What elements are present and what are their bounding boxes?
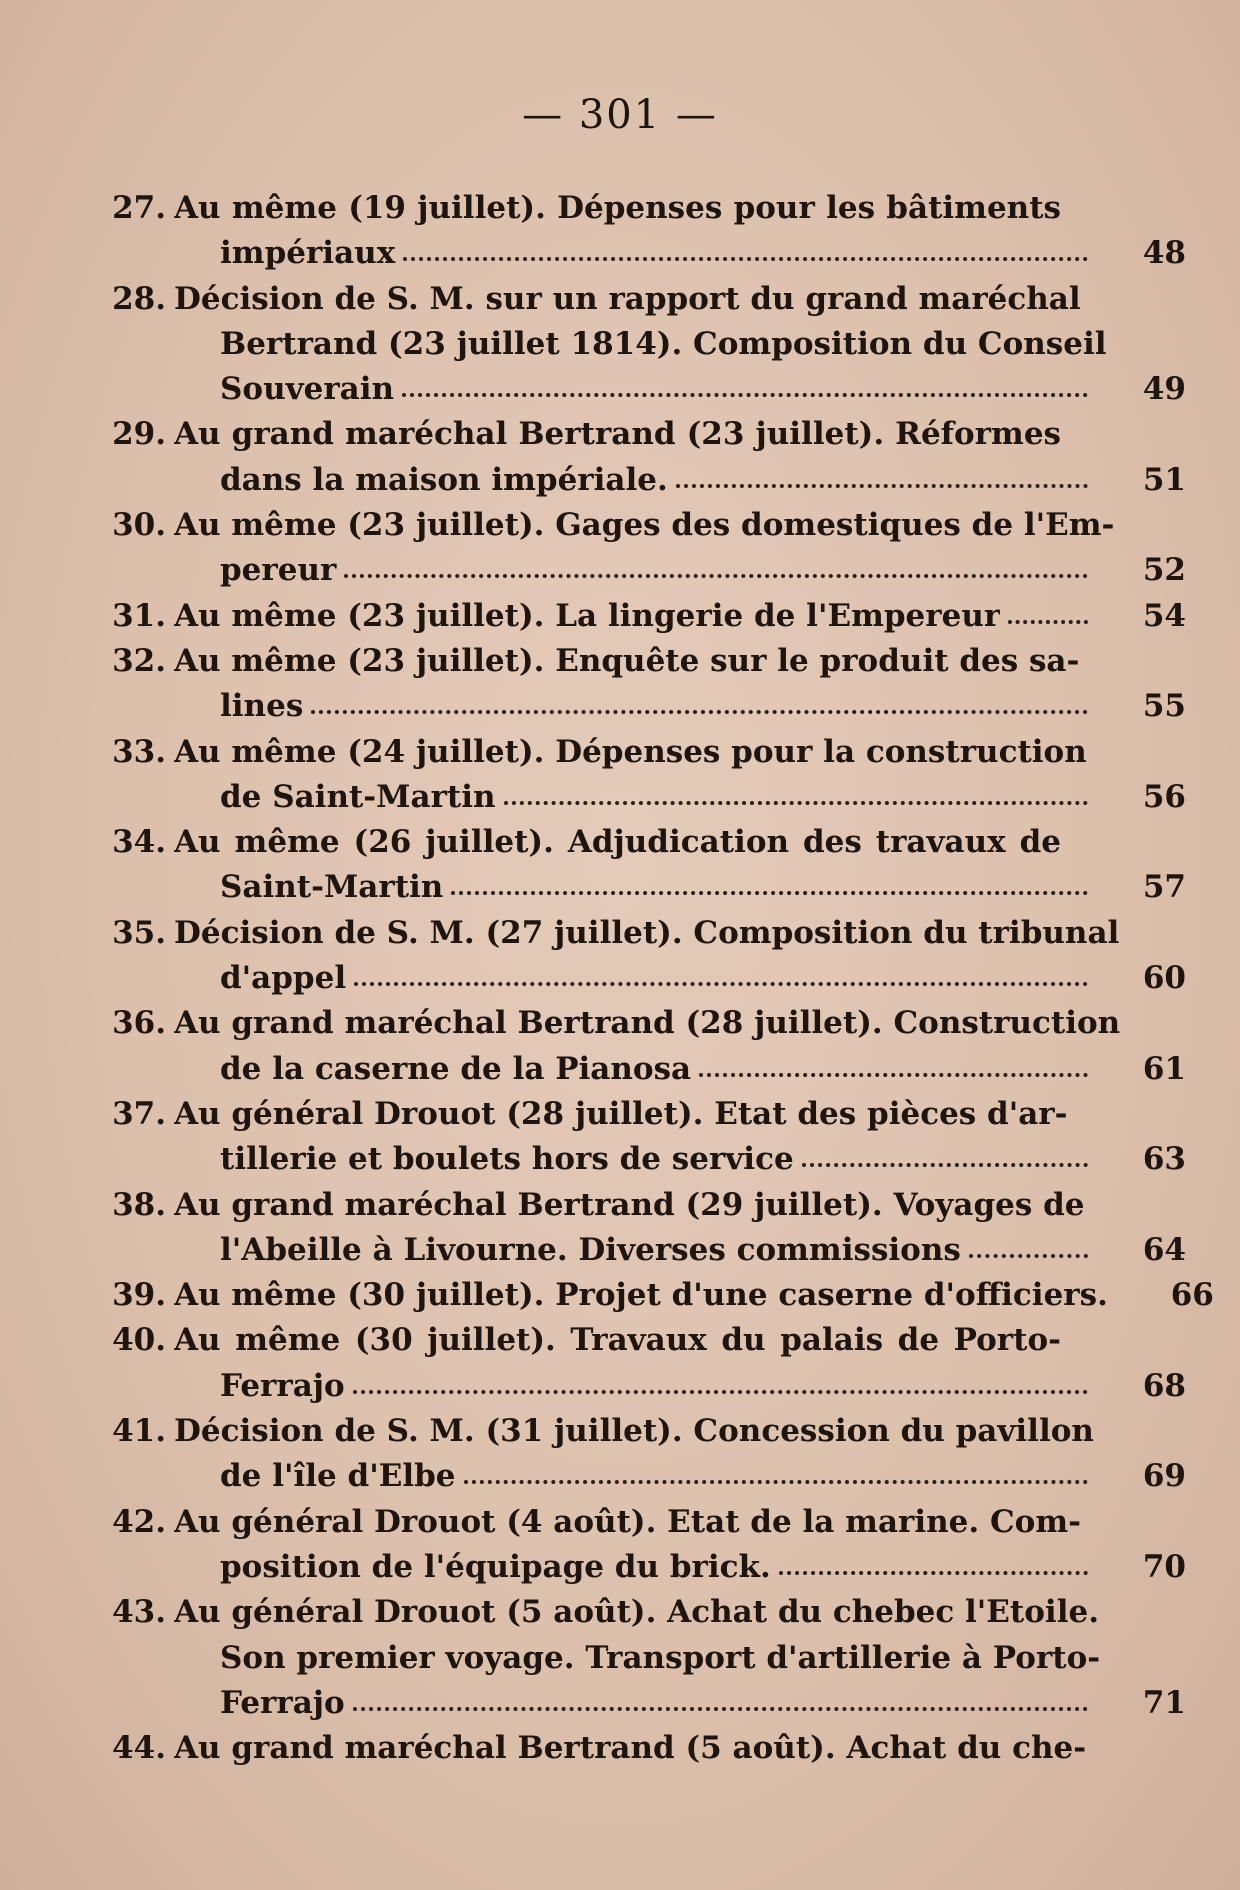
toc-entry-line <box>96 1001 1186 1046</box>
dot-leader <box>969 1228 1088 1258</box>
toc-entry-number: 30. <box>112 507 166 544</box>
toc-entry <box>96 1092 1186 1183</box>
toc-entry-number: 40. <box>112 1322 166 1359</box>
dot-leader <box>1008 594 1088 624</box>
toc-entry-page: 54 <box>1142 597 1186 634</box>
toc-entry-line <box>96 548 1186 593</box>
toc-entry-page: 57 <box>1142 869 1186 906</box>
toc-entry-line <box>96 277 1186 322</box>
toc-entry-text: Au même (24 juillet). Dépenses pour la construction <box>174 733 1087 770</box>
toc-entry-page: 49 <box>1142 371 1186 408</box>
toc-entry-line <box>96 1364 1186 1409</box>
toc-entry <box>96 1318 1186 1409</box>
dot-leader <box>699 1047 1088 1077</box>
toc-entry-text: Ferrajo <box>220 1367 345 1404</box>
toc-entry-line <box>96 458 1186 503</box>
toc-entry-line <box>96 594 1186 639</box>
toc-entry-text: Au grand maréchal Bertrand (5 août). Achat du che- <box>174 1730 1087 1767</box>
toc-entry-line <box>96 1273 1214 1318</box>
toc-entry-text: Saint-Martin <box>220 869 444 906</box>
dot-leader <box>464 1454 1089 1484</box>
toc-entry <box>96 186 1186 277</box>
toc-entry-line <box>96 684 1186 729</box>
toc-entry-line <box>96 1681 1186 1726</box>
toc-entry <box>96 1183 1186 1274</box>
toc-entry-line <box>96 820 1186 865</box>
dot-leader <box>402 367 1088 397</box>
toc-entry-text: d'appel <box>220 960 347 997</box>
dot-leader <box>344 548 1088 578</box>
toc-entry-number: 44. <box>112 1730 166 1767</box>
toc-entry-text: Souverain <box>220 371 395 408</box>
toc-entry <box>96 1590 1186 1726</box>
toc-entry-number: 42. <box>112 1503 166 1540</box>
toc-entry-page: 55 <box>1142 688 1186 725</box>
toc-entry <box>96 594 1186 639</box>
toc-entry-text: impériaux <box>220 235 396 272</box>
toc-entry-text: pereur <box>220 552 337 589</box>
toc-entry-page: 63 <box>1142 1141 1186 1178</box>
toc-entry-number: 34. <box>112 824 166 861</box>
toc-entry-line <box>96 1183 1186 1228</box>
toc-entry <box>96 1726 1186 1771</box>
toc-entry-text: Décision de S. M. (27 juillet). Composition du tribunal <box>174 914 1120 951</box>
toc-entry-text: Au grand maréchal Bertrand (28 juillet). Construction <box>174 1005 1121 1042</box>
toc-entry-page: 52 <box>1142 552 1186 589</box>
toc-entry-text: Au même (30 juillet). Projet d'une caserne d'officiers. <box>174 1277 1108 1314</box>
dot-leader <box>676 458 1088 488</box>
toc-entry-page: 56 <box>1142 778 1186 815</box>
toc-entry <box>96 503 1186 594</box>
toc-entry-text: position de l'équipage du brick. <box>220 1548 771 1585</box>
toc-entry-text: de la caserne de la Pianosa <box>220 1050 692 1087</box>
toc-entry-text: tillerie et boulets hors de service <box>220 1141 794 1178</box>
toc-entry-text: Au grand maréchal Bertrand (23 juillet). Réformes <box>174 416 1061 453</box>
toc-entry-line <box>96 231 1186 276</box>
toc-entry <box>96 820 1186 911</box>
toc-entry-text: Décision de S. M. (31 juillet). Concession du pavillon <box>174 1413 1094 1450</box>
toc-entry-line <box>96 1545 1186 1590</box>
dot-leader <box>802 1137 1088 1167</box>
toc-entry-number: 36. <box>112 1005 166 1042</box>
dot-leader <box>353 1364 1088 1394</box>
toc-entry <box>96 1500 1186 1591</box>
toc-entry-line <box>96 639 1186 684</box>
toc-entry-text: dans la maison impériale. <box>220 461 668 498</box>
toc-entry-line <box>96 1047 1186 1092</box>
toc-entry-text: de Saint-Martin <box>220 778 496 815</box>
toc-entry <box>96 412 1186 503</box>
toc-entry-text: Au même (23 juillet). Gages des domestiques de l'Em- <box>174 507 1115 544</box>
toc-entry-line <box>96 1137 1186 1182</box>
toc-entry-line <box>96 186 1186 231</box>
toc-entry-line <box>96 730 1186 775</box>
toc-entry-line <box>96 956 1186 1001</box>
toc-entry-number: 35. <box>112 914 166 951</box>
toc-entry-text: Au général Drouot (4 août). Etat de la marine. Com- <box>174 1503 1082 1540</box>
toc-entry-page: 71 <box>1142 1684 1186 1721</box>
toc-entry-line <box>96 1726 1186 1771</box>
toc-entry-text: Son premier voyage. Transport d'artillerie à Porto- <box>220 1639 1101 1676</box>
toc-entry-text: Au général Drouot (28 juillet). Etat des pièces d'ar- <box>174 1095 1068 1132</box>
toc-entry-text: Au même (30 juillet). Travaux du palais de Porto- <box>174 1322 1061 1359</box>
toc-entry-page: 66 <box>1170 1277 1214 1314</box>
toc-entry-number: 37. <box>112 1095 166 1132</box>
toc-entry-text: Au même (19 juillet). Dépenses pour les bâtiments <box>174 190 1061 226</box>
toc-entry-line <box>96 1318 1186 1363</box>
dot-leader <box>353 1681 1088 1711</box>
toc-entry-line <box>96 503 1186 548</box>
toc-entry-number: 28. <box>112 280 166 317</box>
toc-entry <box>96 730 1186 821</box>
toc-entry-text: l'Abeille à Livourne. Diverses commissions <box>220 1231 961 1268</box>
toc-entry-page: 68 <box>1142 1367 1186 1404</box>
toc-entry-page: 48 <box>1142 235 1186 272</box>
toc-entry-number: 41. <box>112 1413 166 1450</box>
toc-entry-number: 43. <box>112 1594 166 1631</box>
toc-entry <box>96 639 1186 730</box>
table-of-contents <box>96 186 1214 1771</box>
toc-entry-line <box>96 1636 1186 1681</box>
toc-entry-number: 32. <box>112 642 166 679</box>
toc-entry-line <box>96 322 1186 367</box>
toc-entry-line <box>96 865 1186 910</box>
toc-entry-line <box>96 1228 1186 1273</box>
dot-leader <box>403 231 1088 261</box>
toc-entry <box>96 1273 1214 1318</box>
toc-entry-line <box>96 367 1186 412</box>
toc-entry-text: Au même (26 juillet). Adjudication des travaux de <box>174 824 1061 861</box>
toc-entry-text: Au grand maréchal Bertrand (29 juillet). Voyages de <box>174 1186 1085 1223</box>
toc-entry-line <box>96 1500 1186 1545</box>
toc-entry-page: 64 <box>1142 1231 1186 1268</box>
toc-entry-text: Au général Drouot (5 août). Achat du chebec l'Etoile. <box>174 1594 1099 1631</box>
toc-entry-line <box>96 1454 1186 1499</box>
toc-entry <box>96 911 1186 1002</box>
toc-entry-text: Ferrajo <box>220 1684 345 1721</box>
toc-entry <box>96 277 1186 413</box>
toc-entry-line <box>96 412 1186 457</box>
page-number: — 301 — <box>522 92 718 138</box>
toc-entry-text: de l'île d'Elbe <box>220 1458 456 1495</box>
toc-entry-page: 60 <box>1142 960 1186 997</box>
toc-entry-number: 29. <box>112 416 166 453</box>
toc-entry-page: 51 <box>1142 461 1186 498</box>
toc-entry-page: 70 <box>1142 1548 1186 1585</box>
toc-entry <box>96 1409 1186 1500</box>
toc-entry-line <box>96 911 1186 956</box>
toc-entry-text: Au même (23 juillet). La lingerie de l'Empereur <box>174 597 1001 634</box>
toc-entry-text: Bertrand (23 juillet 1814). Composition du Conseil <box>220 325 1107 362</box>
toc-entry-number: 39. <box>112 1277 166 1314</box>
toc-entry <box>96 1001 1186 1092</box>
toc-entry-text: Au même (23 juillet). Enquête sur le produit des sa- <box>174 642 1080 679</box>
toc-entry-number: 27. <box>112 190 166 226</box>
toc-entry-number: 31. <box>112 597 166 634</box>
toc-entry-page: 61 <box>1142 1050 1186 1087</box>
toc-entry-line <box>96 1092 1186 1137</box>
dot-leader <box>779 1545 1088 1575</box>
dot-leader <box>504 775 1088 805</box>
dot-leader <box>354 956 1088 986</box>
dot-leader <box>451 865 1088 895</box>
toc-entry-number: 33. <box>112 733 166 770</box>
toc-entry-line <box>96 775 1186 820</box>
toc-entry-line <box>96 1409 1186 1454</box>
dot-leader <box>311 684 1088 714</box>
toc-entry-line <box>96 1590 1186 1635</box>
toc-entry-page: 69 <box>1142 1458 1186 1495</box>
toc-entry-text: lines <box>220 688 304 725</box>
toc-entry-text: Décision de S. M. sur un rapport du grand maréchal <box>174 280 1081 317</box>
toc-entry-number: 38. <box>112 1186 166 1223</box>
